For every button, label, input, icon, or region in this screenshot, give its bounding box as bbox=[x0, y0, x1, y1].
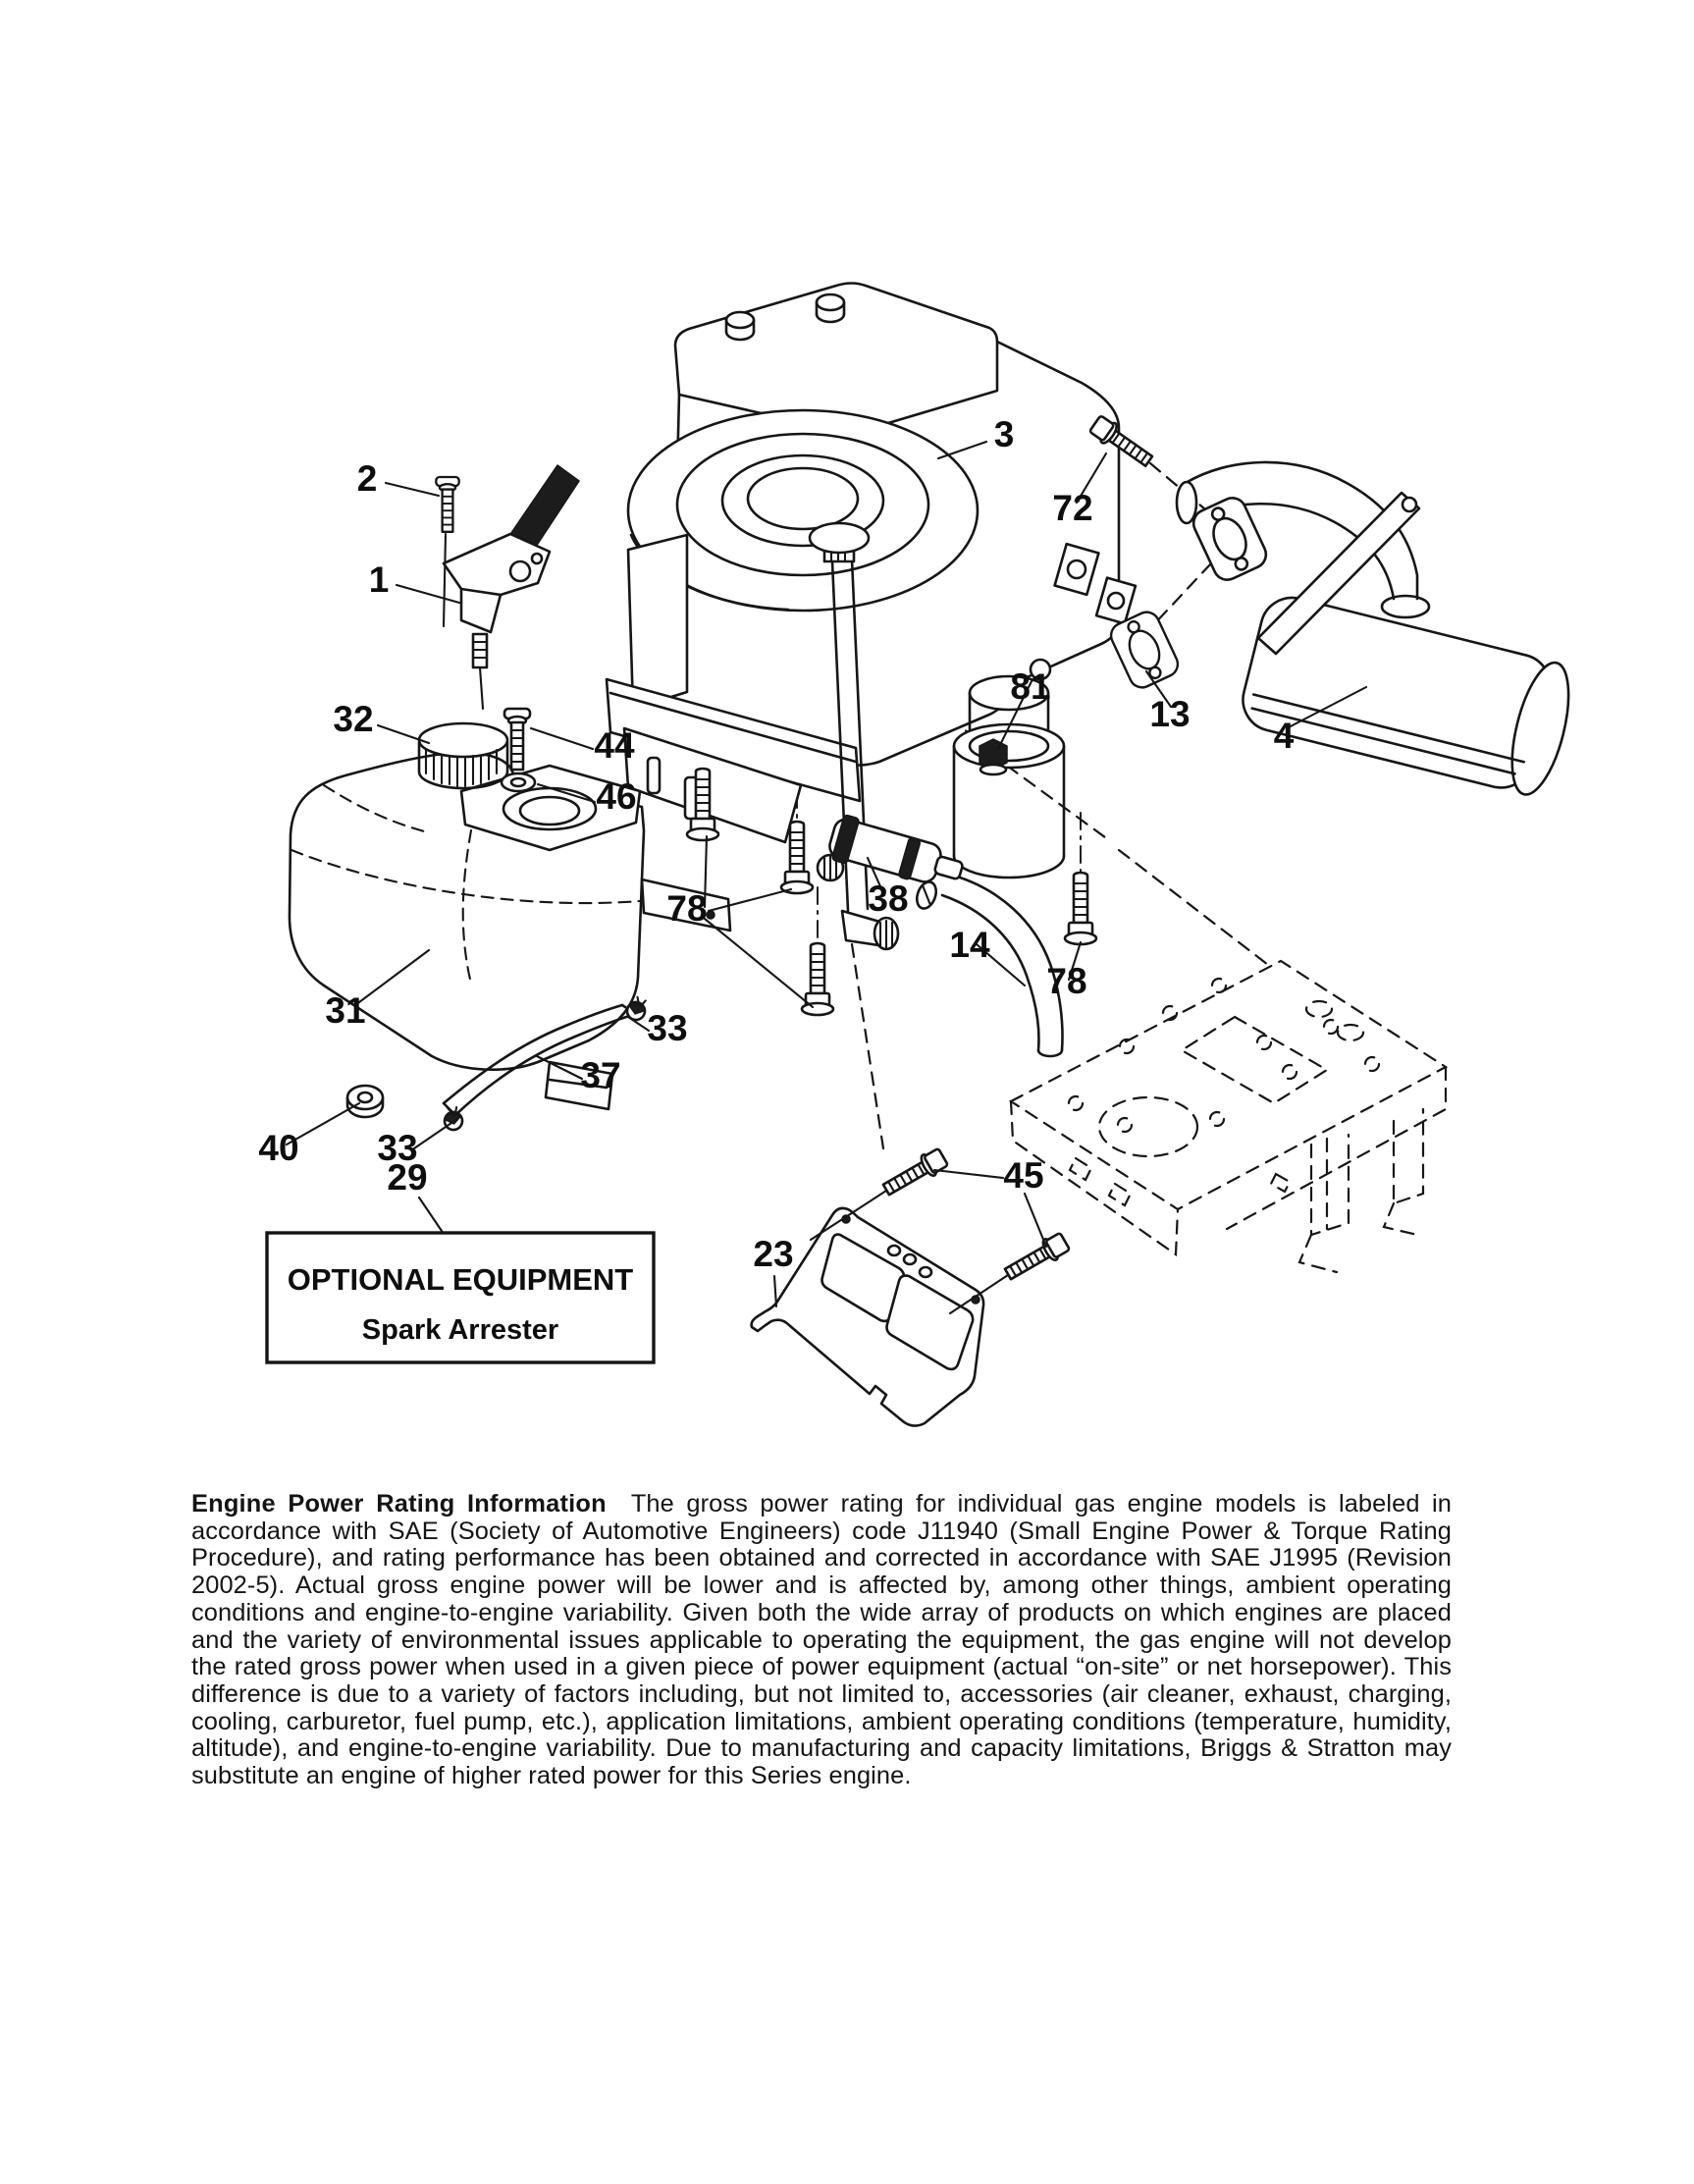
bolt-78-d bbox=[1065, 873, 1096, 944]
callout-31: 31 bbox=[325, 990, 366, 1031]
callout-29: 29 bbox=[387, 1157, 428, 1198]
callout-78-right: 78 bbox=[1046, 961, 1087, 1001]
washer-40 bbox=[347, 1086, 383, 1117]
callout-23: 23 bbox=[753, 1234, 794, 1274]
chassis-frame-drawing bbox=[1011, 961, 1446, 1272]
engine-power-rating-body: The gross power rating for individual gas engine models is labeled in accordance with SAE (Society of Automotive Engineers) code J11940 (Small Engine Power & Torque Rating Procedure), and rating performance has been obtained and corrected in accordance with SAE J1995 (Revision 2002-5). Actual gross engine power will be lower and is affected by, among other things, ambient operating conditions and engine-to-engine variability. Given both the wide array of products on which engines are placed and the variety of environmental issues applicable to operating the equipment, the gas engine will not develop the rated gross power when used in a given piece of power equipment (actual “on-site” or net horsepower). This difference is due to a variety of factors including, but not limited to, accessories (air cleaner, exhaust, charging, cooling, carburetor, fuel pump, etc.), application limitations, ambient operating conditions (temperature, humidity, altitude), and engine-to-engine variability. Due to manufacturing and capacity limitations, Briggs & Stratton may substitute an engine of higher rated power for this Series engine. bbox=[191, 1490, 1452, 1790]
callout-13: 13 bbox=[1149, 694, 1191, 734]
callout-3: 3 bbox=[993, 414, 1015, 454]
callout-33-lower: 33 bbox=[377, 1128, 418, 1168]
callout-37: 37 bbox=[580, 1055, 621, 1095]
callout-33-upper: 33 bbox=[647, 1008, 688, 1048]
callout-38: 38 bbox=[868, 879, 909, 919]
shield-screw-45-a bbox=[880, 1146, 949, 1199]
callout-45: 45 bbox=[1003, 1155, 1044, 1196]
muffler-drawing bbox=[1088, 414, 1580, 800]
callout-46: 46 bbox=[596, 776, 637, 817]
bolt-78-c bbox=[802, 943, 833, 1015]
optional-equipment-box bbox=[267, 1233, 654, 1362]
callout-44: 44 bbox=[594, 725, 635, 766]
engine-power-rating-paragraph bbox=[191, 1491, 1452, 1790]
callout-2: 2 bbox=[356, 458, 378, 499]
optional-equipment-title: OPTIONAL EQUIPMENT bbox=[287, 1262, 634, 1297]
callout-1: 1 bbox=[368, 559, 390, 600]
callout-72: 72 bbox=[1052, 488, 1093, 528]
callout-78-left: 78 bbox=[666, 888, 708, 929]
callout-14: 14 bbox=[949, 925, 990, 965]
callout-32: 32 bbox=[333, 699, 374, 739]
callout-40: 40 bbox=[258, 1128, 299, 1168]
callout-81: 81 bbox=[1010, 666, 1051, 707]
nut-81 bbox=[979, 739, 1007, 774]
throttle-control-drawing bbox=[436, 465, 579, 709]
spark-arrester-label: Spark Arrester bbox=[361, 1314, 559, 1346]
shield-screw-45-b bbox=[1002, 1231, 1071, 1284]
callout-4: 4 bbox=[1273, 716, 1295, 756]
engine-power-rating-heading: Engine Power Rating Information bbox=[191, 1490, 607, 1518]
